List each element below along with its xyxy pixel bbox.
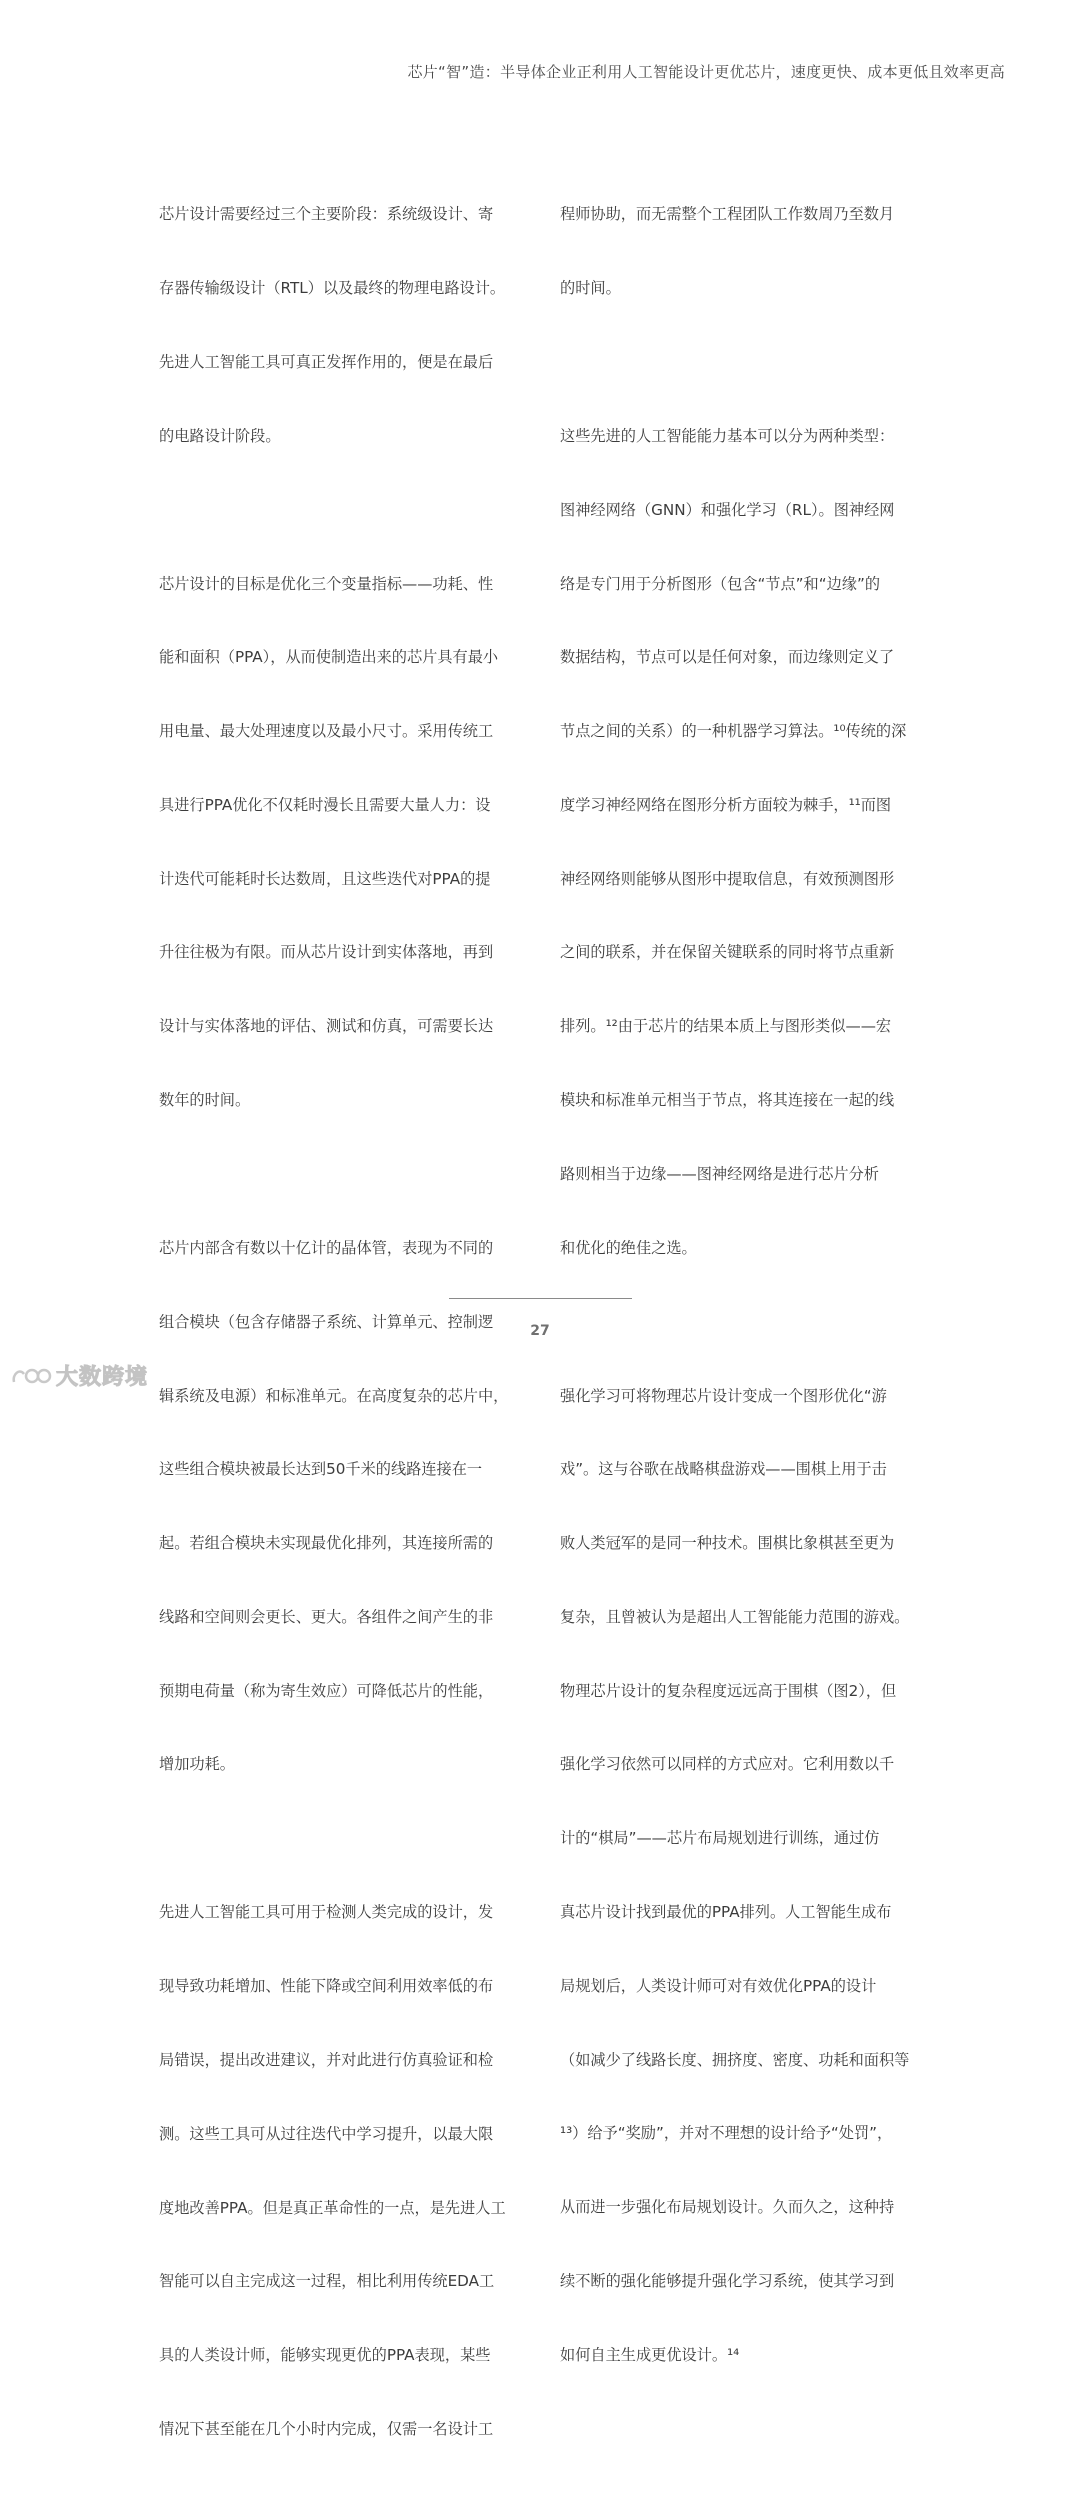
text-line: 复杂，且曾被认为是超出人工智能能力范围的游戏。 [560, 1607, 910, 1626]
paragraph-left-1 [159, 153, 524, 497]
text-line: 模块和标准单元相当于节点，将其连接在一起的线 [560, 1090, 895, 1109]
paragraph-left-2 [159, 522, 524, 1161]
text-line: 续不断的强化能够提升强化学习系统，使其学习到 [560, 2271, 895, 2290]
text-line: （如减少了线路长度、拥挤度、密度、功耗和面积等 [560, 2050, 910, 2069]
text-line: 芯片设计需要经过三个主要阶段：系统级设计、寄 [159, 205, 494, 224]
text-line: 的时间。 [560, 278, 621, 297]
text-line: 度地改善PPA。但是真正革命性的一点，是先进人工 [159, 2198, 506, 2217]
text-line: 图神经网络（GNN）和强化学习（RL）。图神经网 [560, 500, 895, 519]
text-line: 从而进一步强化布局规划设计。久而久之，这种持 [560, 2198, 895, 2217]
text-line: 真芯片设计找到最优的PPA排列。人工智能生成布 [560, 1902, 892, 1921]
text-line: 败人类冠军的是同一种技术。围棋比象棋甚至更为 [560, 1534, 895, 1553]
text-line: 之间的联系，并在保留关键联系的同时将节点重新 [560, 943, 895, 962]
text-line: 神经网络则能够从图形中提取信息，有效预测图形 [560, 869, 895, 888]
text-line: 这些先进的人工智能能力基本可以分为两种类型： [560, 426, 895, 445]
text-line: 物理芯片设计的复杂程度远远高于围棋（图2），但 [560, 1681, 897, 1700]
text-line: 戏”。这与谷歌在战略棋盘游戏——围棋上用于击 [560, 1460, 887, 1479]
text-line: 强化学习可将物理芯片设计变成一个图形优化“游 [560, 1386, 887, 1405]
text-line: 起。若组合模块未实现最优化排列，其连接所需的 [159, 1534, 494, 1553]
text-line: ¹³）给予“奖励”，并对不理想的设计给予“处罚”， [560, 2124, 893, 2143]
text-line: 这些组合模块被最长达到50千米的线路连接在一 [159, 1460, 483, 1479]
text-line: 组合模块（包含存储器子系统、计算单元、控制逻 [159, 1312, 494, 1331]
text-line: 计迭代可能耗时长达数周，且这些迭代对PPA的提 [159, 869, 491, 888]
text-line: 能和面积（PPA），从而使制造出来的芯片具有最小 [159, 648, 499, 667]
text-line: 数年的时间。 [159, 1090, 251, 1109]
watermark [10, 1360, 148, 1391]
text-line: 局错误，提出改进建议，并对此进行仿真验证和检 [159, 2050, 494, 2069]
text-line: 芯片内部含有数以十亿计的晶体管，表现为不同的 [159, 1238, 494, 1257]
text-line: 辑系统及电源）和标准单元。在高度复杂的芯片中， [159, 1386, 509, 1405]
text-line: 的电路设计阶段。 [159, 426, 281, 445]
text-line: 预期电荷量（称为寄生效应）可降低芯片的性能， [159, 1681, 494, 1700]
text-line: 先进人工智能工具可用于检测人类完成的设计，发 [159, 1903, 494, 1922]
text-line: 升往往极为有限。而从芯片设计到实体落地，再到 [159, 943, 494, 962]
text-line: 线路和空间则会更长、更大。各组件之间产生的非 [159, 1607, 494, 1626]
text-line: 具进行PPA优化不仅耗时漫长且需要大量人力：设 [159, 795, 491, 814]
text-line: 和优化的绝佳之选。 [560, 1238, 697, 1257]
text-line: 具的人类设计师，能够实现更优的PPA表现，某些 [159, 2346, 491, 2365]
paragraph-right-3 [560, 1334, 925, 2416]
text-line: 数据结构，节点可以是任何对象，而边缘则定义了 [560, 648, 895, 667]
text-line: 络是专门用于分析图形（包含“节点”和“边缘”的 [560, 574, 881, 593]
text-line: 排列。¹²由于芯片的结果本质上与图形类似——宏 [560, 1017, 892, 1036]
watermark-text: 大数跨境 [56, 1365, 149, 1390]
text-line: 度学习神经网络在图形分析方面较为棘手，¹¹而图 [560, 795, 892, 814]
text-line: 局规划后，人类设计师可对有效优化PPA的设计 [560, 1976, 877, 1995]
running-header: 芯片“智”造：半导体企业正利用人工智能设计更优芯片，速度更快、成本更低且效率更高 [407, 63, 1005, 81]
page-number: 27 [530, 1323, 550, 1339]
text-line: 先进人工智能工具可真正发挥作用的，便是在最后 [159, 352, 494, 371]
text-line: 强化学习依然可以同样的方式应对。它利用数以千 [560, 1755, 895, 1774]
text-line: 情况下甚至能在几个小时内完成，仅需一名设计工 [159, 2419, 494, 2438]
text-line: 现导致功耗增加、性能下降或空间利用效率低的布 [159, 1977, 494, 1996]
paragraph-left-3 [159, 1187, 524, 1826]
text-line: 路则相当于边缘——图神经网络是进行芯片分析 [560, 1164, 879, 1183]
text-line: 程师协助，而无需整个工程团队工作数周乃至数月 [560, 205, 895, 224]
text-line: 增加功耗。 [159, 1755, 235, 1774]
text-line: 测。这些工具可从过往迭代中学习提升，以最大限 [159, 2124, 494, 2143]
paragraph-right-2 [560, 375, 925, 1310]
text-line: 如何自主生成更优设计。¹⁴ [560, 2345, 740, 2364]
text-line: 节点之间的关系）的一种机器学习算法。¹⁰传统的深 [560, 722, 907, 741]
text-line: 芯片设计的目标是优化三个变量指标——功耗、性 [159, 574, 494, 593]
text-line: 计的“棋局”——芯片布局规划进行训练，通过仿 [560, 1829, 880, 1848]
text-line: 智能可以自主完成这一过程，相比利用传统EDA工 [159, 2272, 495, 2291]
text-line: 存器传输级设计（RTL）以及最终的物理电路设计。 [159, 278, 506, 297]
watermark-logo-icon [10, 1362, 52, 1390]
text-line: 用电量、最大处理速度以及最小尺寸。采用传统工 [159, 722, 494, 741]
text-line: 设计与实体落地的评估、测试和仿真，可需要长达 [159, 1017, 494, 1036]
paragraph-right-1 [560, 153, 925, 350]
paragraph-left-4 [159, 1851, 524, 2490]
footer-divider [449, 1298, 632, 1299]
